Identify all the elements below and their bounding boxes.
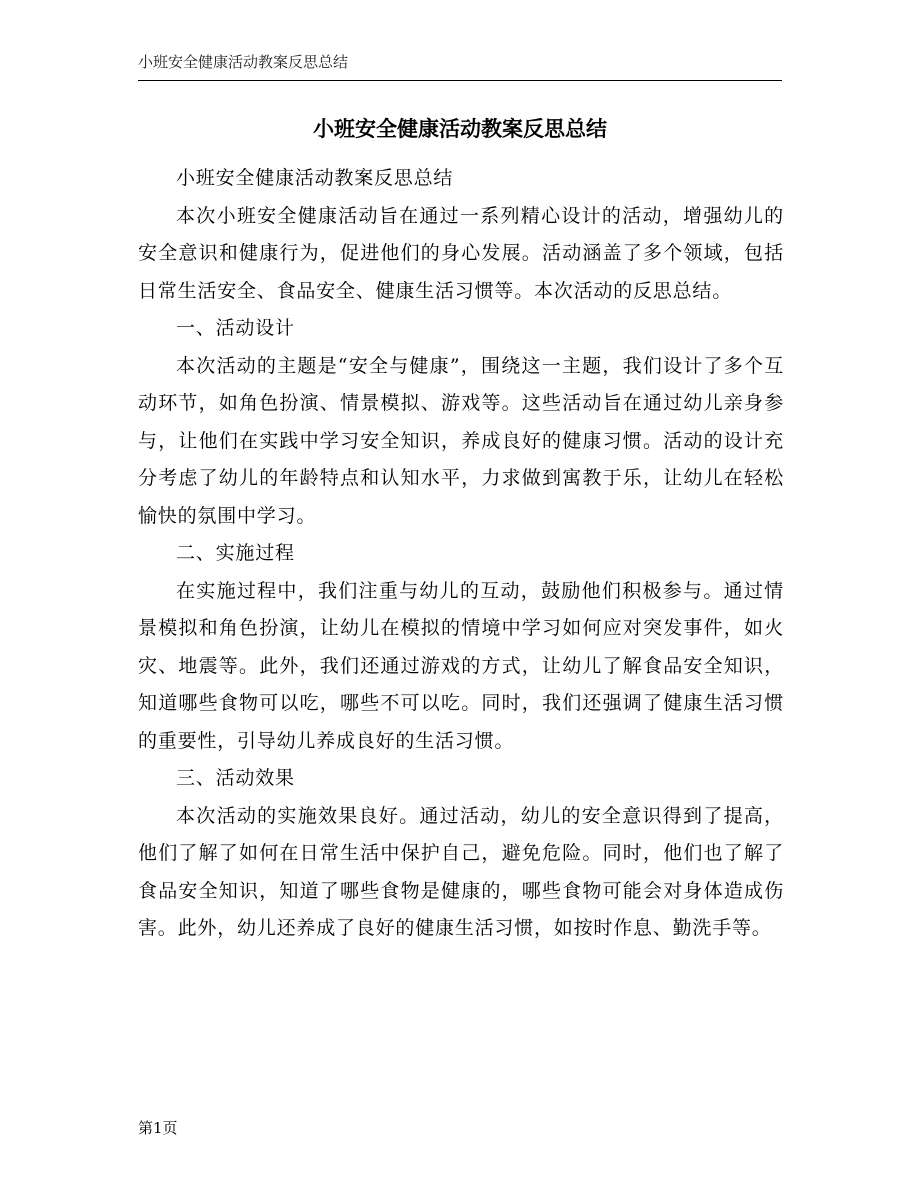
implementation-paragraph: 在实施过程中，我们注重与幼儿的互动，鼓励他们积极参与。通过情景模拟和角色扮演，让幼儿在模拟的情境中学习如何应对突发事件，如火灾、地震等。此外，我们还通过游戏的方式，让幼儿了解食品安全知识，知道哪些食物可以吃，哪些不可以吃。同时，我们还强调了健康生活习惯的重要性，引导幼儿养成良好的生活习惯。 (138, 579, 784, 752)
document-title: 小班安全健康活动教案反思总结 (313, 117, 607, 141)
page-number: 第1页 (138, 1119, 178, 1137)
section-heading-design: 一、活动设计 (176, 317, 295, 339)
section-heading-effect: 三、活动效果 (176, 767, 295, 789)
design-paragraph: 本次活动的主题是“安全与健康”，围绕这一主题，我们设计了多个互动环节，如角色扮演、情景模拟、游戏等。这些活动旨在通过幼儿亲身参与，让他们在实践中学习安全知识，养成良好的健康习惯。活动的设计充分考虑了幼儿的年龄特点和认知水平，力求做到寓教于乐，让幼儿在轻松愉快的氛围中学习。 (138, 354, 784, 527)
header-divider (138, 80, 782, 81)
effect-paragraph: 本次活动的实施效果良好。通过活动，幼儿的安全意识得到了提高，他们了解了如何在日常生活中保护自己，避免危险。同时，他们也了解了食品安全知识，知道了哪些食物是健康的，哪些食物可能会对身体造成伤害。此外，幼儿还养成了良好的健康生活习惯，如按时作息、勤洗手等。 (138, 804, 784, 939)
document-body (138, 160, 784, 948)
page-header: 小班安全健康活动教案反思总结 (138, 53, 349, 71)
subtitle-paragraph: 小班安全健康活动教案反思总结 (176, 167, 454, 189)
intro-paragraph: 本次小班安全健康活动旨在通过一系列精心设计的活动，增强幼儿的安全意识和健康行为，促进他们的身心发展。活动涵盖了多个领域，包括日常生活安全、食品安全、健康生活习惯等。本次活动的反思总结。 (138, 204, 784, 302)
section-heading-implementation: 二、实施过程 (176, 542, 295, 564)
